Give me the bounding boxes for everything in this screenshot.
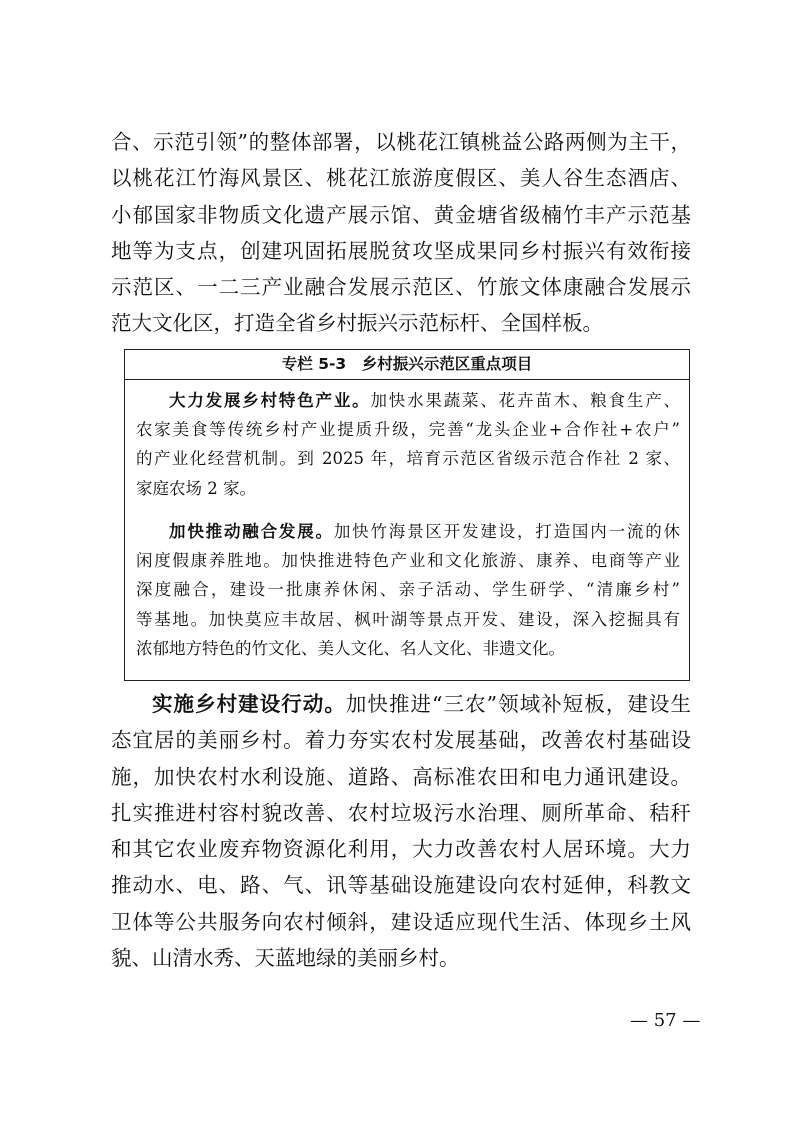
text-line: 合、示范引领”的整体部署，以桃花江镇桃益公路两侧为主干， bbox=[111, 130, 691, 154]
text-line: 闲度假康养胜地。加快推进特色产业和文化旅游、康养、电商等产业 bbox=[136, 551, 680, 571]
text-fragment: 加快推进“三农”领域补短板，建设生 bbox=[345, 692, 691, 716]
text-line: 农家美食等传统乡村产业提质升级，完善“龙头企业+合作社+农户” bbox=[136, 420, 680, 440]
text-line: 浓郁地方特色的竹文化、美人文化、名人文化、非遗文化。 bbox=[136, 638, 565, 658]
rural-construction-paragraph bbox=[111, 686, 691, 976]
text-line bbox=[136, 386, 680, 415]
paragraph-heading: 大力发展乡村特色产业。 bbox=[169, 391, 371, 410]
paragraph-heading: 实施乡村建设行动。 bbox=[152, 692, 346, 716]
text-line: 深度融合，建设一批康养休闲、亲子活动、学生研学、“清廉乡村” bbox=[136, 580, 680, 600]
page-number: — 57 — bbox=[630, 1010, 701, 1031]
box-title: 专栏 5-3 乡村振兴示范区重点项目 bbox=[125, 350, 689, 380]
text-line: 推动水、电、路、气、讯等基础设施建设向农村延伸，科教文 bbox=[111, 873, 691, 898]
feature-box bbox=[124, 349, 690, 681]
text-line: 以桃花江竹海风景区、桃花江旅游度假区、美人谷生态酒店、 bbox=[111, 166, 691, 191]
text-line: 家庭农场 2 家。 bbox=[136, 478, 256, 498]
text-line: 貌、山清水秀、天蓝地绿的美丽乡村。 bbox=[111, 946, 460, 971]
text-line: 扎实推进村容村貌改善、农村垃圾污水治理、厕所革命、秸秆 bbox=[111, 800, 691, 825]
text-line: 地等为支点，创建巩固拓展脱贫攻坚成果同乡村振兴有效衔接 bbox=[111, 238, 691, 263]
text-fragment: 加快竹海景区开发建设，打造国内一流的休 bbox=[333, 522, 681, 541]
text-line bbox=[111, 686, 691, 722]
text-line: 小郁国家非物质文化遗产展示馆、黄金塘省级楠竹丰产示范基 bbox=[111, 202, 691, 227]
text-line: 示范区、一二三产业融合发展示范区、竹旅文体康融合发展示 bbox=[111, 275, 691, 300]
text-line bbox=[136, 517, 680, 546]
text-line: 卫体等公共服务向农村倾斜，建设适应现代生活、体现乡土风 bbox=[111, 909, 691, 934]
box-paragraph-integration bbox=[136, 517, 680, 663]
text-line: 态宜居的美丽乡村。着力夯实农村发展基础，改善农村基础设 bbox=[111, 728, 691, 753]
text-fragment: 加快水果蔬菜、花卉苗木、粮食生产、 bbox=[370, 391, 681, 410]
text-line: 范大文化区，打造全省乡村振兴示范标杆、全国样板。 bbox=[111, 311, 603, 336]
text-line: 的产业化经营机制。到 2025 年，培育示范区省级示范合作社 2 家、 bbox=[136, 449, 680, 469]
text-line: 等基地。加快莫应丰故居、枫叶湖等景点开发、建设，深入挖掘具有 bbox=[136, 609, 680, 629]
paragraph-heading: 加快推动融合发展。 bbox=[169, 522, 334, 541]
text-line: 施，加快农村水利设施、道路、高标准农田和电力通讯建设。 bbox=[111, 764, 691, 789]
text-line: 和其它农业废弃物资源化利用，大力改善农村人居环境。大力 bbox=[111, 837, 691, 862]
intro-paragraph bbox=[111, 124, 691, 342]
box-paragraph-industry bbox=[136, 386, 680, 503]
